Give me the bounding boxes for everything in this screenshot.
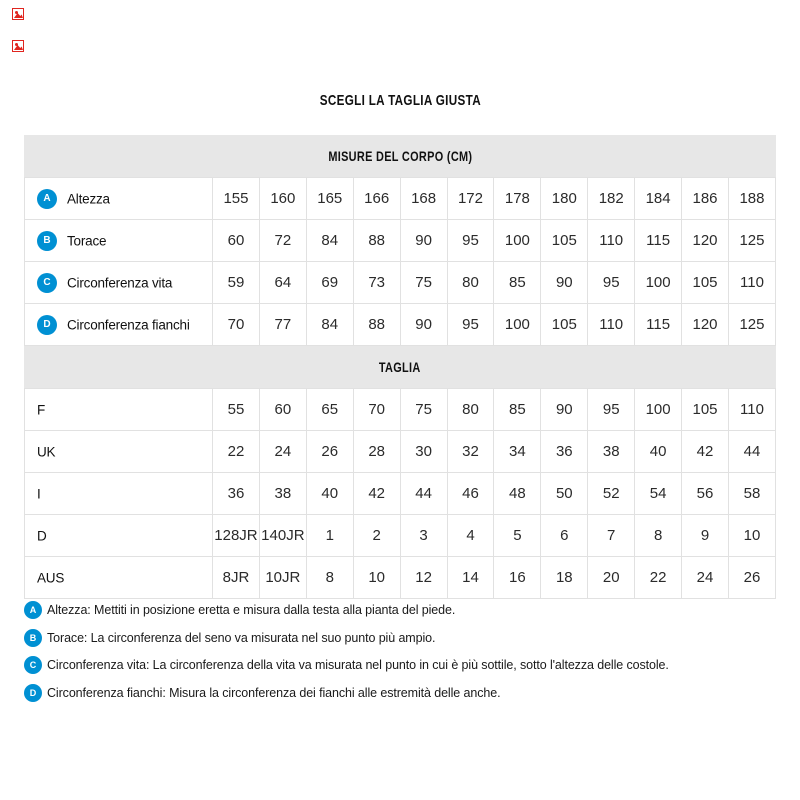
measure-value-cell: 85: [494, 262, 541, 304]
size-system-cell: [25, 515, 213, 557]
measure-value-cell: 125: [728, 304, 775, 346]
measure-label-cell: [25, 220, 213, 262]
measure-value-cell: 110: [588, 220, 635, 262]
size-value-cell: 42: [353, 473, 400, 515]
footnotes: [24, 601, 776, 711]
size-value-cell: 28: [353, 431, 400, 473]
size-value-cell: 75: [400, 389, 447, 431]
size-system-label: AUS: [37, 570, 65, 586]
footnote-letter-badge: C: [24, 656, 42, 674]
size-system-label: I: [37, 486, 41, 502]
size-value-cell: 8: [635, 515, 682, 557]
measure-letter-badge: C: [37, 273, 57, 293]
footnote-line: [24, 629, 776, 647]
table-row: [25, 431, 776, 473]
size-value-cell: 55: [213, 389, 260, 431]
footnote-letter-badge: D: [24, 684, 42, 702]
measure-label: Circonferenza vita: [67, 275, 173, 290]
size-value-cell: 46: [447, 473, 494, 515]
measure-value-cell: 110: [588, 304, 635, 346]
footnote-text: Circonferenza fianchi: Misura la circonferenza dei fianchi alle estremità delle anche.: [47, 685, 501, 700]
size-value-cell: 44: [400, 473, 447, 515]
measure-value-cell: 155: [213, 178, 260, 220]
measure-letter-badge: B: [37, 231, 57, 251]
size-system-label: UK: [37, 444, 56, 460]
size-system-cell: [25, 473, 213, 515]
size-value-cell: 5: [494, 515, 541, 557]
size-system-cell: [25, 431, 213, 473]
measure-value-cell: 90: [400, 220, 447, 262]
measure-value-cell: 105: [541, 304, 588, 346]
footnote-line: [24, 684, 776, 702]
measure-value-cell: 115: [635, 220, 682, 262]
page-title: [0, 92, 800, 110]
size-value-cell: 7: [588, 515, 635, 557]
measure-value-cell: 115: [635, 304, 682, 346]
size-value-cell: 36: [541, 431, 588, 473]
size-value-cell: 6: [541, 515, 588, 557]
measure-value-cell: 95: [447, 220, 494, 262]
size-value-cell: 65: [306, 389, 353, 431]
measure-value-cell: 188: [728, 178, 775, 220]
size-value-cell: 40: [306, 473, 353, 515]
table-row: [25, 304, 776, 346]
size-value-cell: 50: [541, 473, 588, 515]
measure-value-cell: 168: [400, 178, 447, 220]
footnote-text: Altezza: Mettiti in posizione eretta e misura dalla testa alla pianta del piede.: [47, 603, 456, 617]
measure-value-cell: 70: [213, 304, 260, 346]
measure-value-cell: 178: [494, 178, 541, 220]
measure-value-cell: 69: [306, 262, 353, 304]
measure-value-cell: 75: [400, 262, 447, 304]
size-value-cell: 70: [353, 389, 400, 431]
measure-value-cell: 100: [494, 304, 541, 346]
measure-value-cell: 105: [682, 262, 729, 304]
taglia-header-band: [24, 346, 776, 388]
size-value-cell: 38: [259, 473, 306, 515]
size-value-cell: 22: [635, 557, 682, 599]
size-value-cell: 42: [682, 431, 729, 473]
size-value-cell: 8: [306, 557, 353, 599]
measure-value-cell: 120: [682, 304, 729, 346]
taglia-table: [24, 388, 776, 599]
measure-value-cell: 95: [588, 262, 635, 304]
table-row: [25, 389, 776, 431]
measure-value-cell: 77: [259, 304, 306, 346]
footnote-line: [24, 601, 776, 619]
measure-label-cell: [25, 178, 213, 220]
size-value-cell: 85: [494, 389, 541, 431]
size-value-cell: 14: [447, 557, 494, 599]
measure-value-cell: 84: [306, 220, 353, 262]
broken-image-icon: [12, 40, 24, 52]
measure-value-cell: 160: [259, 178, 306, 220]
measure-value-cell: 64: [259, 262, 306, 304]
measure-value-cell: 172: [447, 178, 494, 220]
table-row: [25, 262, 776, 304]
size-value-cell: 30: [400, 431, 447, 473]
size-value-cell: 26: [306, 431, 353, 473]
size-value-cell: 110: [728, 389, 775, 431]
size-value-cell: 52: [588, 473, 635, 515]
size-value-cell: 2: [353, 515, 400, 557]
size-value-cell: 22: [213, 431, 260, 473]
table-row: [25, 515, 776, 557]
size-system-label: D: [37, 528, 47, 544]
size-value-cell: 140JR: [259, 515, 306, 557]
size-value-cell: 9: [682, 515, 729, 557]
measure-letter-badge: D: [37, 315, 57, 335]
measure-value-cell: 184: [635, 178, 682, 220]
size-value-cell: 10: [728, 515, 775, 557]
size-value-cell: 58: [728, 473, 775, 515]
measure-value-cell: 100: [635, 262, 682, 304]
footnote-letter-badge: B: [24, 629, 42, 647]
measure-value-cell: 105: [541, 220, 588, 262]
measure-value-cell: 88: [353, 304, 400, 346]
measure-value-cell: 84: [306, 304, 353, 346]
size-value-cell: 80: [447, 389, 494, 431]
size-value-cell: 8JR: [213, 557, 260, 599]
size-value-cell: 24: [682, 557, 729, 599]
size-value-cell: 4: [447, 515, 494, 557]
measure-value-cell: 73: [353, 262, 400, 304]
measure-label: Torace: [67, 233, 107, 248]
measure-value-cell: 72: [259, 220, 306, 262]
size-value-cell: 3: [400, 515, 447, 557]
measure-value-cell: 182: [588, 178, 635, 220]
size-value-cell: 56: [682, 473, 729, 515]
measure-label: Circonferenza fianchi: [67, 317, 190, 332]
footnote-text: Torace: La circonferenza del seno va misurata nel suo punto più ampio.: [47, 630, 436, 645]
measure-value-cell: 88: [353, 220, 400, 262]
size-value-cell: 90: [541, 389, 588, 431]
size-value-cell: 18: [541, 557, 588, 599]
measure-value-cell: 166: [353, 178, 400, 220]
taglia-header-label: TAGLIA: [379, 359, 421, 375]
size-value-cell: 12: [400, 557, 447, 599]
measure-value-cell: 90: [541, 262, 588, 304]
size-system-label: F: [37, 402, 46, 418]
measure-label: Altezza: [67, 191, 110, 206]
footnote-text: Circonferenza vita: La circonferenza della vita va misurata nel punto in cui è più sottile, sotto l'altezza delle costole.: [47, 658, 669, 672]
size-value-cell: 10: [353, 557, 400, 599]
size-value-cell: 24: [259, 431, 306, 473]
measure-value-cell: 95: [447, 304, 494, 346]
size-value-cell: 10JR: [259, 557, 306, 599]
measure-value-cell: 110: [728, 262, 775, 304]
measure-value-cell: 120: [682, 220, 729, 262]
size-value-cell: 34: [494, 431, 541, 473]
size-value-cell: 36: [213, 473, 260, 515]
measure-value-cell: 180: [541, 178, 588, 220]
measure-value-cell: 100: [494, 220, 541, 262]
misure-table: [24, 177, 776, 346]
measure-label-cell: [25, 304, 213, 346]
table-row: [25, 220, 776, 262]
measure-label-cell: [25, 262, 213, 304]
measure-value-cell: 60: [213, 220, 260, 262]
measure-value-cell: 59: [213, 262, 260, 304]
measure-value-cell: 90: [400, 304, 447, 346]
size-value-cell: 16: [494, 557, 541, 599]
size-value-cell: 44: [728, 431, 775, 473]
broken-image-icon: [12, 8, 24, 20]
size-system-cell: [25, 557, 213, 599]
size-value-cell: 32: [447, 431, 494, 473]
size-value-cell: 100: [635, 389, 682, 431]
size-value-cell: 38: [588, 431, 635, 473]
size-value-cell: 54: [635, 473, 682, 515]
size-value-cell: 40: [635, 431, 682, 473]
measure-value-cell: 80: [447, 262, 494, 304]
size-value-cell: 1: [306, 515, 353, 557]
size-value-cell: 60: [259, 389, 306, 431]
footnote-letter-badge: A: [24, 601, 42, 619]
measure-letter-badge: A: [37, 189, 57, 209]
size-value-cell: 48: [494, 473, 541, 515]
size-value-cell: 128JR: [213, 515, 260, 557]
table-row: [25, 557, 776, 599]
measure-value-cell: 165: [306, 178, 353, 220]
page-title-text: SCEGLI LA TAGLIA GIUSTA: [319, 92, 481, 109]
size-value-cell: 20: [588, 557, 635, 599]
size-value-cell: 105: [682, 389, 729, 431]
misure-header-label: MISURE DEL CORPO (CM): [327, 148, 473, 164]
measure-value-cell: 125: [728, 220, 775, 262]
size-value-cell: 95: [588, 389, 635, 431]
table-row: [25, 178, 776, 220]
size-value-cell: 26: [728, 557, 775, 599]
size-guide: [24, 135, 776, 599]
footnote-line: [24, 656, 776, 674]
size-system-cell: [25, 389, 213, 431]
measure-value-cell: 186: [682, 178, 729, 220]
misure-header-band: [24, 135, 776, 177]
table-row: [25, 473, 776, 515]
